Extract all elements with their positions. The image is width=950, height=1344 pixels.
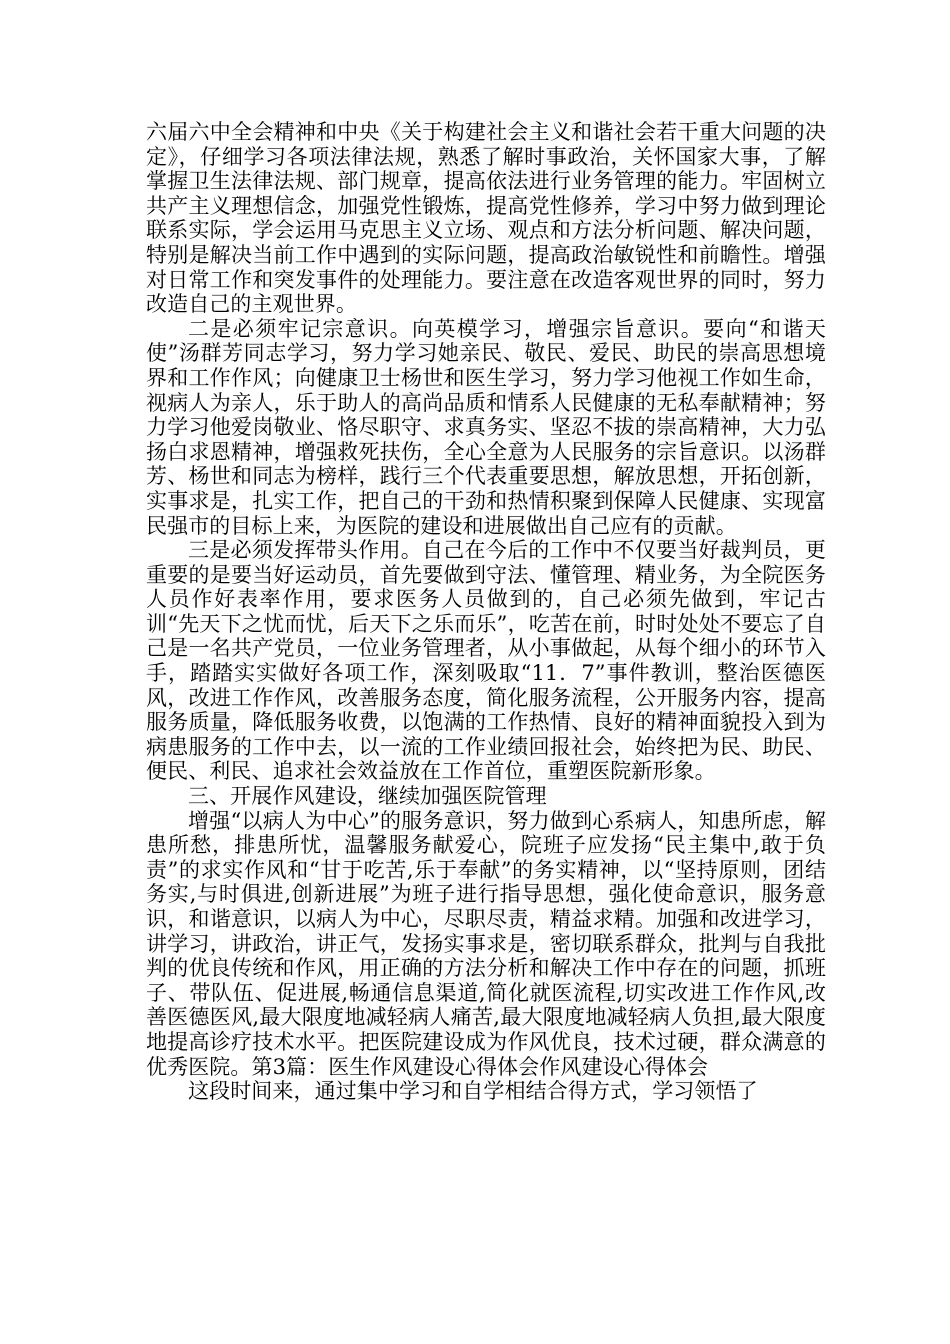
document-body bbox=[146, 120, 826, 1104]
paragraph-1: 六届六中全会精神和中央《关于构建社会主义和谐社会若干重大问题的决定》，仔细学习各项法律法规，熟悉了解时事政治，关怀国家大事，了解掌握卫生法律法规、部门规章，提高依法进行业务管理的能力。牢固树立共产主义理想信念，加强党性锻炼，提高党性修养，学习中努力做到理论联系实际，学会运用马克思主义立场、观点和方法分析问题、解决问题，特别是解决当前工作中遇到的实际问题，提高政治敏锐性和前瞻性。增强对日常工作和突发事件的处理能力。要注意在改造客观世界的同时，努力改造自己的主观世界。 bbox=[146, 120, 826, 317]
paragraph-3: 三是必须发挥带头作用。自己在今后的工作中不仅要当好裁判员，更重要的是要当好运动员，首先要做到守法、懂管理、精业务，为全院医务人员作好表率作用，要求医务人员做到的，自己必须先做到，牢记古训“先天下之忧而忧，后天下之乐而乐”，吃苦在前，时时处处不要忘了自己是一名共产党员，一位业务管理者，从小事做起，从每个细小的环节入手，踏踏实实做好各项工作，深刻吸取“11．7”事件教训，整治医德医风，改进工作作风，改善服务态度，简化服务流程，公开服务内容，提高服务质量，降低服务收费，以饱满的工作热情、良好的精神面貌投入到为病患服务的工作中去，以一流的工作业绩回报社会，始终把为民、助民、便民、利民、追求社会效益放在工作首位，重塑医院新形象。 bbox=[146, 538, 826, 784]
paragraph-5: 这段时间来，通过集中学习和自学相结合得方式，学习领悟了 bbox=[188, 1079, 758, 1104]
section-heading: 三、开展作风建设，继续加强医院管理 bbox=[188, 784, 547, 809]
paragraph-4: 增强“以病人为中心”的服务意识，努力做到心系病人，知患所虑，解患所愁，排患所忧，温馨服务献爱心，院班子应发扬“民主集中,敢于负责”的求实作风和“甘于吃苦,乐于奉献”的务实精神，以“坚持原则，团结务实,与时俱进,创新进展”为班子进行指导思想，强化使命意识，服务意识，和谐意识，以病人为中心，尽职尽责，精益求精。加强和改进学习，讲学习，讲政治，讲正气，发扬实事求是，密切联系群众，批判与自我批判的优良传统和作风，用正确的方法分析和解决工作中存在的问题，抓班子、带队伍、促进展,畅通信息渠道,简化就医流程,切实改进工作作风,改善医德医风,最大限度地减轻病人痛苦,最大限度地减轻病人负担,最大限度地提高诊疗技术水平。把医院建设成为作风优良，技术过硬，群众满意的优秀医院。第3篇：医生作风建设心得体会作风建设心得体会 bbox=[146, 808, 827, 1079]
paragraph-2: 二是必须牢记宗意识。向英模学习，增强宗旨意识。要向“和谐天使”汤群芳同志学习，努力学习她亲民、敬民、爱民、助民的崇高思想境界和工作作风；向健康卫士杨世和医生学习，努力学习他视工作如生命，视病人为亲人，乐于助人的高尚品质和情系人民健康的无私奉献精神；努力学习他爱岗敬业、恪尽职守、求真务实、坚忍不拔的崇高精神，大力弘扬白求恩精神，增强救死扶伤，全心全意为人民服务的宗旨意识。以汤群芳、杨世和同志为榜样，践行三个代表重要思想，解放思想，开拓创新，实事求是，扎实工作，把自己的干劲和热情积聚到保障人民健康、实现富民强市的目标上来，为医院的建设和进展做出自己应有的贡献。 bbox=[146, 316, 826, 538]
